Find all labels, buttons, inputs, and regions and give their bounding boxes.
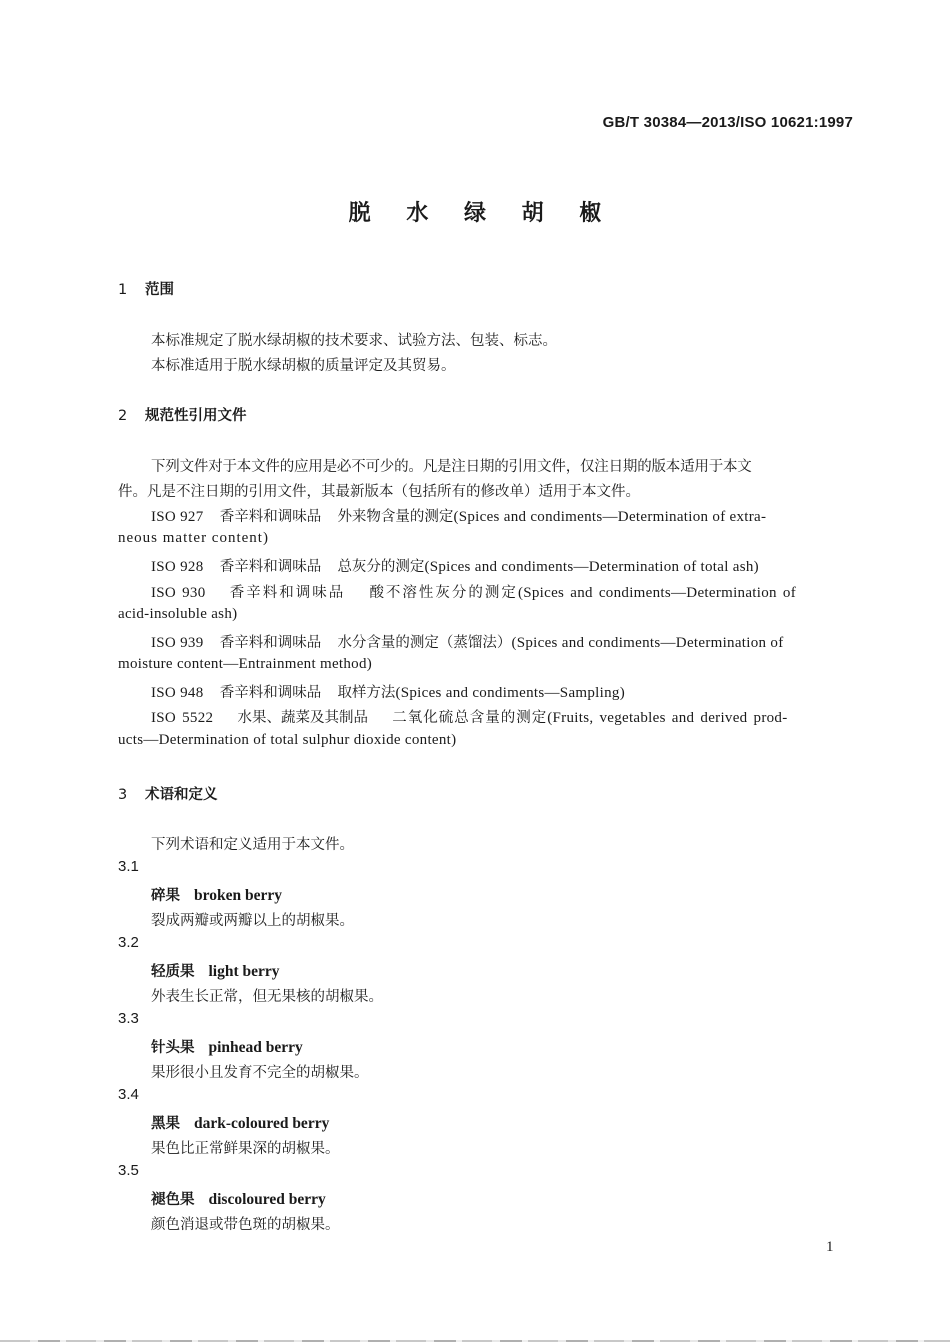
reference-category: 香辛料和调味品 (219, 635, 322, 651)
reference-iso-939 (151, 631, 784, 652)
term-heading (151, 1036, 303, 1057)
reference-iso-927-continued: neous matter content) (118, 530, 269, 546)
reference-title-en: (Spices and condiments—Determination of (517, 585, 796, 601)
section-title: 范围 (145, 282, 174, 298)
reference-title-en: (Spices and condiments—Determination of extra- (453, 509, 767, 525)
scope-paragraph-1: 本标准规定了脱水绿胡椒的技术要求、试验方法、包装、标志。 (151, 333, 557, 349)
clause-number: 3.5 (118, 1162, 139, 1179)
section-1-heading (118, 278, 174, 299)
reference-title-cn: 取样方法 (337, 685, 396, 701)
term-en: dark-coloured berry (194, 1115, 330, 1132)
section-2-heading (118, 404, 247, 425)
term-cn: 褪色果 (151, 1192, 195, 1208)
term-heading (151, 1112, 329, 1133)
term-definition: 裂成两瓣或两瓣以上的胡椒果。 (151, 913, 354, 929)
clause-number: 3.4 (118, 1086, 139, 1103)
terms-intro: 下列术语和定义适用于本文件。 (151, 837, 354, 853)
reference-category: 香辛料和调味品 (219, 685, 322, 701)
reference-title-cn: 外来物含量的测定 (337, 509, 454, 525)
reference-title-en: (Fruits, vegetables and derived prod- (547, 710, 788, 726)
reference-title-en: (Spices and condiments—Determination of total ash) (424, 559, 759, 575)
reference-category: 香辛料和调味品 (219, 509, 322, 525)
reference-title-cn: 水分含量的测定（蒸馏法） (337, 635, 512, 651)
reference-iso-939-continued: moisture content—Entrainment method) (118, 656, 373, 672)
references-intro-line-1: 下列文件对于本文件的应用是必不可少的。凡是注日期的引用文件，仅注日期的版本适用于本文 (151, 459, 752, 475)
reference-code: ISO 928 (151, 559, 204, 575)
term-heading (151, 960, 280, 981)
reference-code: ISO 939 (151, 635, 204, 651)
page-number: 1 (826, 1239, 834, 1255)
term-definition: 外表生长正常，但无果核的胡椒果。 (151, 989, 383, 1005)
standard-number: GB/T 30384—2013/ISO 10621:1997 (602, 114, 853, 131)
clause-number: 3.3 (118, 1010, 139, 1027)
term-cn: 黑果 (151, 1116, 180, 1132)
reference-iso-928 (151, 555, 759, 576)
reference-code: ISO 5522 (151, 710, 214, 726)
reference-iso-5522-continued: ucts—Determination of total sulphur dioxide content) (118, 732, 457, 748)
reference-iso-930-continued: acid-insoluble ash) (118, 606, 238, 622)
term-cn: 碎果 (151, 888, 180, 904)
term-definition: 果色比正常鲜果深的胡椒果。 (151, 1141, 340, 1157)
reference-iso-930 (151, 581, 796, 602)
term-en: broken berry (194, 887, 282, 904)
reference-iso-927 (151, 505, 766, 526)
reference-category: 香辛料和调味品 (219, 559, 322, 575)
reference-iso-5522 (151, 706, 788, 727)
clause-number: 3.1 (118, 858, 139, 875)
section-title: 术语和定义 (145, 787, 218, 803)
reference-title-en: (Spices and condiments—Sampling) (395, 685, 626, 701)
references-intro-line-2: 件。凡是不注日期的引用文件，其最新版本（包括所有的修改单）适用于本文件。 (118, 484, 640, 500)
reference-code: ISO 927 (151, 509, 204, 525)
reference-title-cn: 总灰分的测定 (337, 559, 425, 575)
section-number: 2 (118, 408, 128, 424)
reference-code: ISO 930 (151, 585, 206, 601)
term-en: discoloured berry (208, 1191, 326, 1208)
term-cn: 轻质果 (151, 964, 195, 980)
term-definition: 颜色消退或带色斑的胡椒果。 (151, 1217, 340, 1233)
term-heading (151, 1188, 326, 1209)
reference-iso-948 (151, 681, 625, 702)
term-definition: 果形很小且发育不完全的胡椒果。 (151, 1065, 369, 1081)
reference-title-en: (Spices and condiments—Determination of (511, 635, 784, 651)
term-en: light berry (208, 963, 280, 980)
clause-number: 3.2 (118, 934, 139, 951)
section-number: 1 (118, 282, 128, 298)
document-title: 脱 水 绿 胡 椒 (348, 201, 616, 226)
section-3-heading (118, 783, 218, 804)
term-cn: 针头果 (151, 1040, 195, 1056)
section-number: 3 (118, 787, 128, 803)
scan-edge-line (0, 1340, 950, 1342)
reference-category: 水果、蔬菜及其制品 (237, 710, 369, 726)
reference-category: 香辛料和调味品 (229, 585, 346, 601)
scope-paragraph-2: 本标准适用于脱水绿胡椒的质量评定及其贸易。 (151, 358, 456, 374)
term-en: pinhead berry (208, 1039, 303, 1056)
section-title: 规范性引用文件 (145, 408, 247, 424)
reference-code: ISO 948 (151, 685, 204, 701)
term-heading (151, 884, 282, 905)
reference-title-cn: 酸不溶性灰分的测定 (369, 585, 518, 601)
reference-title-cn: 二氧化硫总含量的测定 (392, 710, 548, 726)
